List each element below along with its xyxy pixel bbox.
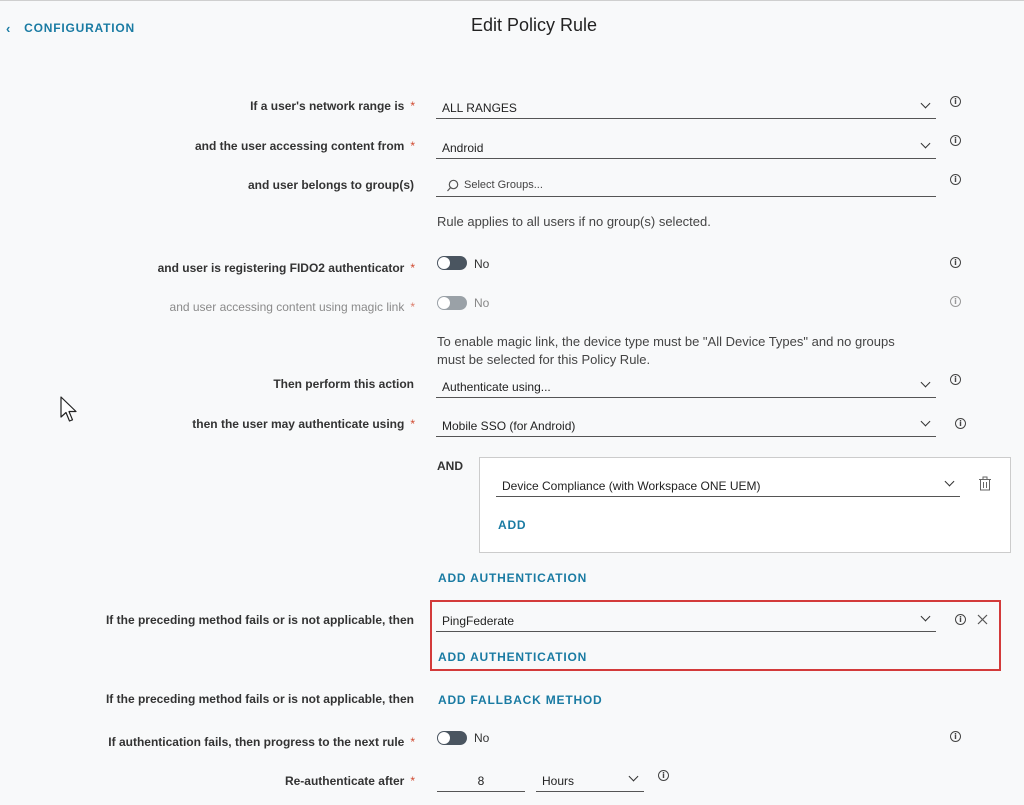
fido2-toggle[interactable]: [437, 256, 467, 270]
mouse-pointer-icon: [60, 396, 80, 424]
chevron-down-icon: [921, 417, 931, 427]
back-label: CONFIGURATION: [24, 21, 135, 35]
info-icon[interactable]: i: [950, 96, 961, 107]
chevron-down-icon: [921, 612, 931, 622]
magic-link-label: and user accessing content using magic link *: [169, 300, 415, 314]
groups-search-input[interactable]: Select Groups...: [436, 175, 936, 197]
auth-method-select[interactable]: Mobile SSO (for Android): [436, 415, 936, 437]
magic-link-toggle[interactable]: [437, 296, 467, 310]
fido2-label: and user is registering FIDO2 authenticator *: [157, 261, 415, 275]
progress-next-rule-label: If authentication fails, then progress to the next rule *: [108, 735, 415, 749]
network-range-select[interactable]: ALL RANGES: [436, 97, 936, 119]
progress-next-rule-toggle[interactable]: [437, 731, 467, 745]
chevron-down-icon: [921, 378, 931, 388]
close-icon[interactable]: [977, 614, 988, 625]
progress-next-rule-state: No: [474, 731, 490, 745]
info-icon[interactable]: i: [950, 296, 961, 307]
chevron-down-icon: [921, 99, 931, 109]
and-condition-card: [479, 457, 1011, 553]
info-icon[interactable]: i: [955, 418, 966, 429]
network-range-label: If a user's network range is *: [250, 99, 415, 113]
info-icon[interactable]: i: [950, 135, 961, 146]
page-title: Edit Policy Rule: [470, 15, 598, 35]
fido2-state: No: [474, 257, 490, 271]
chevron-down-icon: [945, 477, 955, 487]
reauth-unit-select[interactable]: Hours: [536, 770, 644, 792]
action-select[interactable]: Authenticate using...: [436, 376, 936, 398]
device-type-label: and the user accessing content from *: [194, 139, 415, 153]
and-label: AND: [437, 459, 463, 473]
info-icon[interactable]: i: [955, 614, 966, 625]
fallback-2-label: If the preceding method fails or is not applicable, then: [105, 692, 414, 706]
info-icon[interactable]: i: [950, 174, 961, 185]
magic-link-hint-line1: To enable magic link, the device type must be "All Device Types" and no groups: [437, 334, 895, 349]
add-fallback-authentication-button[interactable]: ADD AUTHENTICATION: [438, 650, 588, 664]
info-icon[interactable]: i: [950, 731, 961, 742]
action-label: Then perform this action: [273, 377, 414, 391]
reauth-label: Re-authenticate after *: [284, 774, 415, 788]
add-fallback-method-button[interactable]: ADD FALLBACK METHOD: [438, 693, 603, 707]
top-divider: [0, 0, 1024, 1]
fallback-method-select[interactable]: PingFederate: [436, 610, 936, 632]
chevron-down-icon: [921, 139, 931, 149]
fallback-1-label: If the preceding method fails or is not applicable, then: [105, 613, 414, 627]
chevron-down-icon: [629, 772, 639, 782]
groups-hint: Rule applies to all users if no group(s) selected.: [437, 214, 711, 229]
reauth-value-input[interactable]: 8: [437, 770, 525, 792]
add-and-method-button[interactable]: ADD: [498, 518, 527, 532]
device-type-select[interactable]: Android: [436, 137, 936, 159]
info-icon[interactable]: i: [950, 374, 961, 385]
trash-icon[interactable]: [978, 476, 992, 491]
chevron-left-icon: ‹: [6, 20, 12, 36]
add-authentication-button[interactable]: ADD AUTHENTICATION: [438, 571, 588, 585]
and-method-select[interactable]: Device Compliance (with Workspace ONE UEM): [496, 475, 960, 497]
auth-method-label: then the user may authenticate using *: [192, 417, 415, 431]
info-icon[interactable]: i: [950, 257, 961, 268]
info-icon[interactable]: i: [658, 770, 669, 781]
magic-link-hint-line2: must be selected for this Policy Rule.: [437, 352, 651, 367]
search-icon: [446, 179, 460, 193]
groups-label: and user belongs to group(s): [247, 178, 414, 192]
magic-link-state: No: [474, 296, 490, 310]
